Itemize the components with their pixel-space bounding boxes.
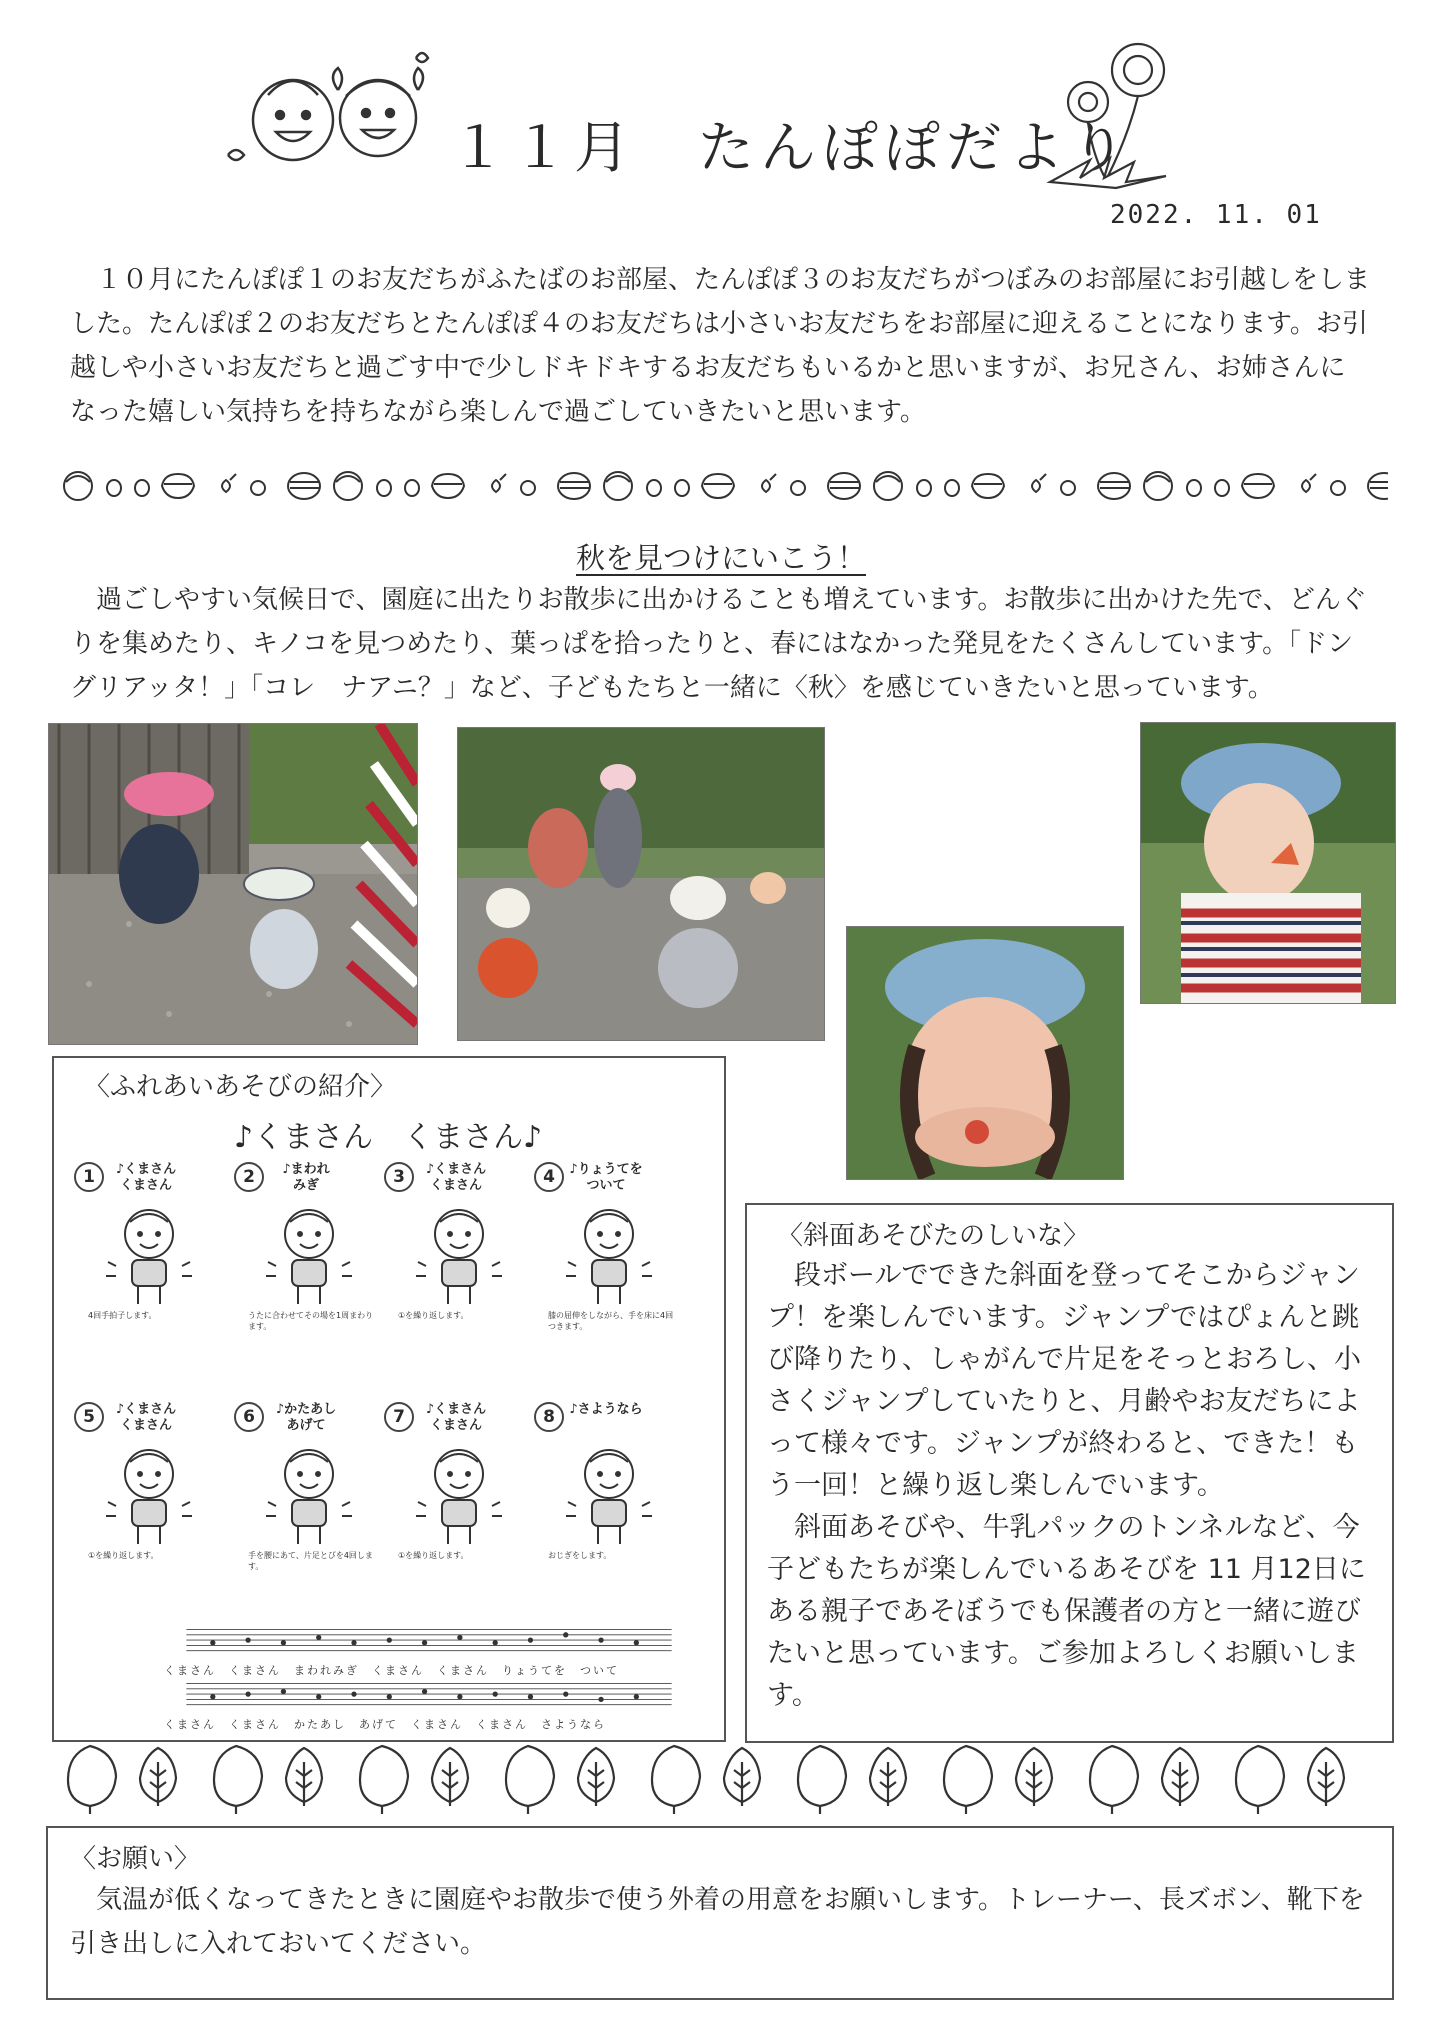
step-number: 7 xyxy=(384,1402,414,1432)
slope-heading: 〈斜面あそびたのしいな〉 xyxy=(777,1221,1090,1251)
step-lyric: ♪くまさん くまさん xyxy=(425,1402,487,1433)
step-number: 5 xyxy=(74,1402,104,1432)
play-step-4 xyxy=(534,1162,674,1362)
child-figure-icon xyxy=(254,1444,364,1548)
song-title: ♪くまさん くまさん♪ xyxy=(234,1120,543,1155)
step-caption: うたに合わせてその場を1周まわります。 xyxy=(248,1311,374,1331)
child-figure-icon xyxy=(404,1204,514,1308)
play-step-7 xyxy=(384,1402,524,1602)
child-figure-icon xyxy=(554,1444,664,1548)
request-heading: 〈お願い〉 xyxy=(70,1844,201,1874)
step-lyric: ♪くまさん くまさん xyxy=(425,1162,487,1193)
child-figure-icon xyxy=(94,1444,204,1548)
child-figure-icon xyxy=(94,1204,204,1308)
step-number: 2 xyxy=(234,1162,264,1192)
step-number: 3 xyxy=(384,1162,414,1192)
music-staff-2 xyxy=(154,1680,704,1710)
step-caption: ①を繰り返します。 xyxy=(88,1551,159,1560)
step-caption: ①を繰り返します。 xyxy=(398,1311,469,1320)
score-lyrics-1: くまさん くまさん まわれみぎ くまさん くまさん りょうてを ついて xyxy=(164,1664,619,1677)
step-number: 8 xyxy=(534,1402,564,1432)
issue-date: 2022. 11. 01 xyxy=(1110,200,1322,230)
step-caption: ①を繰り返します。 xyxy=(398,1551,469,1560)
request-paragraph: 気温が低くなってきたときに園庭やお散歩で使う外着の用意をお願いします。トレーナー、長ズボン、靴下を引き出しに入れておいてください。 xyxy=(70,1885,1365,1959)
play-step-8 xyxy=(534,1402,674,1602)
score-lyrics-2: くまさん くまさん かたあし あげて くまさん くまさん さようなら xyxy=(164,1718,606,1731)
step-caption: おじぎをします。 xyxy=(548,1551,612,1560)
play-heading: 〈ふれあいあそびの紹介〉 xyxy=(84,1072,397,1102)
child-figure-icon xyxy=(254,1204,364,1308)
step-lyric: ♪くまさん くまさん xyxy=(115,1402,177,1433)
step-number: 6 xyxy=(234,1402,264,1432)
step-caption: 手を腰にあて、片足とびを4回します。 xyxy=(248,1551,373,1571)
step-caption: 4回手拍子します。 xyxy=(88,1311,157,1320)
photo-children-group-sitting xyxy=(457,727,825,1041)
music-staff-1 xyxy=(154,1626,704,1656)
autumn-paragraph: 過ごしやすい気候日で、園庭に出たりお散歩に出かけることも増えています。お散歩に出かけた先で、どんぐりを集めたり、キノコを見つめたり、葉っぱを拾ったりと、春にはなかった発見をたくさんしています。「ドングリアッタ！」「コレ ナアニ？」など、子どもたちと一緒に〈秋〉を感じていきたいと思っています。 xyxy=(70,585,1367,703)
autumn-section-title: 秋を見つけにいこう！ xyxy=(576,541,867,575)
child-figure-icon xyxy=(554,1204,664,1308)
step-lyric: ♪さようなら xyxy=(569,1402,643,1417)
intro-paragraph: １０月にたんぽぽ１のお友だちがふたばのお部屋、たんぽぽ３のお友だちがつぼみのお部屋にお引越しをしました。たんぽぽ２のお友だちとたんぽぽ４のお友だちは小さいお友だちをお部屋に迎えることになります。お引越しや小さいお友だちと過ごす中で少しドキドキするお友だちもいるかと思いますが、お兄さん、お姉さんになった嬉しい気持ちを持ちながら楽しんで過ごしていきたいと思います。 xyxy=(70,265,1371,427)
step-number: 4 xyxy=(534,1162,564,1192)
play-step-3 xyxy=(384,1162,524,1362)
child-figure-icon xyxy=(404,1444,514,1548)
photo-children-gravel-fence xyxy=(48,723,418,1045)
slope-play-box xyxy=(745,1203,1394,1743)
step-number: 1 xyxy=(74,1162,104,1192)
step-lyric: ♪かたあし あげて xyxy=(275,1402,337,1433)
step-lyric: ♪まわれ みぎ xyxy=(282,1162,330,1193)
acorn-border-ornament xyxy=(58,458,1388,508)
leaf-border-ornament xyxy=(62,1742,1402,1814)
request-box xyxy=(46,1826,1394,2000)
children-faces-illustration xyxy=(218,40,448,180)
play-step-5 xyxy=(74,1402,214,1602)
dandelion-illustration xyxy=(1030,32,1190,202)
step-lyric: ♪くまさん くまさん xyxy=(115,1162,177,1193)
play-step-6 xyxy=(234,1402,374,1602)
play-step-2 xyxy=(234,1162,374,1362)
photo-girl-smiling-closeup xyxy=(846,926,1124,1180)
photo-child-blue-hat-leaf xyxy=(1140,722,1396,1004)
slope-paragraph: 段ボールでできた斜面を登ってそこからジャンプ！を楽しんでいます。ジャンプではぴょんと跳び降りたり、しゃがんで片足をそっとおろし、小さくジャンプしていたりと、月齢やお友だちによって様々です。ジャンプが終わると、できた！もう一回！と繰り返し楽しんでいます。 斜面あそびや、牛乳パックのトンネルなど、今子どもたちが楽しんでいるあそびを 11 月12日にある親子であそぼうでも保護者の方と一緒に遊びたいと思っています。ご参加よろしくお願いします。 xyxy=(767,1260,1366,1711)
page-title: １１月 たんぽぽだより xyxy=(450,116,1132,181)
step-caption: 膝の屈伸をしながら、手を床に4回つきます。 xyxy=(548,1311,674,1331)
play-step-1 xyxy=(74,1162,214,1362)
play-introduction-box xyxy=(52,1056,726,1742)
step-lyric: ♪りょうてを ついて xyxy=(569,1162,643,1193)
